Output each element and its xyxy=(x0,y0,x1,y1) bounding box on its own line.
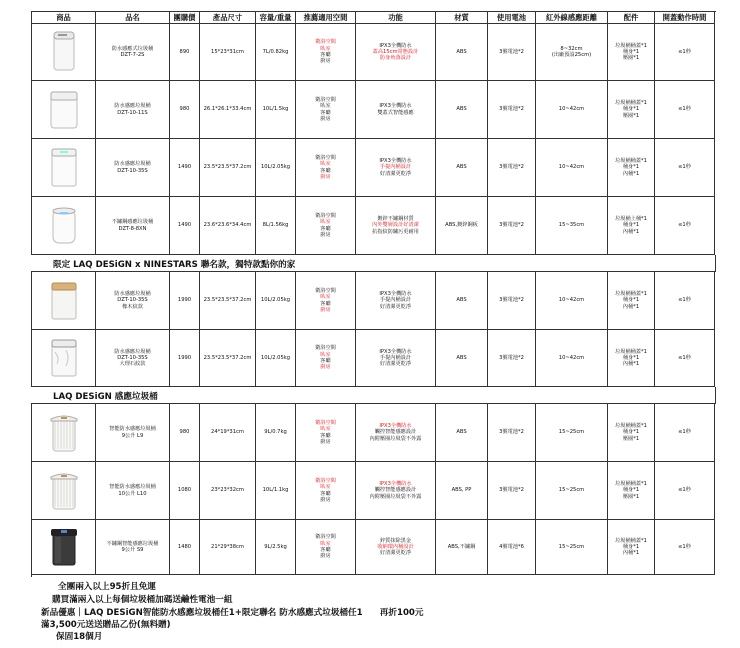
feature-list xyxy=(376,103,414,116)
row-2-sensor-range-text: 10~42cm xyxy=(558,106,585,113)
row-3-price-text: 1490 xyxy=(177,164,192,171)
row-9-size-text: 21*29*38cm xyxy=(211,543,244,550)
header-space: 推薦適用空間 xyxy=(296,12,356,24)
feature-item: 手提內桶設計 xyxy=(379,297,412,304)
space-item: 臥室 xyxy=(320,540,331,547)
product-image-steel-black-bin xyxy=(42,521,86,573)
row-1-material xyxy=(436,24,488,81)
row-4-function xyxy=(356,197,436,255)
feature-item: 內外雙層設計好清潔 xyxy=(372,222,419,229)
row-8-price-text: 1080 xyxy=(177,487,192,494)
row-6-space xyxy=(296,330,356,387)
row-7-price-text: 980 xyxy=(179,429,190,436)
row-7-accessories-text: 垃圾桶桶蓋*1 桶身*1 壓圈*1 xyxy=(615,423,647,442)
row-8-accessories xyxy=(608,462,655,520)
row-6-capacity-text: 10L/2.05kg xyxy=(260,354,291,361)
feature-item: 鍍鋅不鏽鋼材質 xyxy=(377,216,414,223)
row-9-open-time xyxy=(655,520,715,575)
row-1-price-text: 890 xyxy=(179,48,190,55)
feature-list xyxy=(378,291,412,310)
laq-section-title: LAQ DESiGN 感應垃圾桶 xyxy=(53,392,158,402)
feature-list xyxy=(378,158,412,177)
row-2-product-image xyxy=(32,81,96,139)
row-6-name-text: 防水感應垃圾桶 DZT-10-35S 大理石紋款 xyxy=(114,348,151,368)
product-image-white-square-bin xyxy=(42,84,86,136)
header-name: 品名 xyxy=(96,12,170,24)
header-function: 功能 xyxy=(356,12,436,24)
feature-item: IPX3全機防水 xyxy=(379,348,412,355)
space-list xyxy=(314,420,337,445)
row-7-capacity xyxy=(256,404,296,462)
row-2-accessories xyxy=(608,81,655,139)
row-3-material-text: ABS xyxy=(456,164,467,171)
row-8-size-text: 23*23*32cm xyxy=(211,487,244,494)
row-2-name xyxy=(96,81,170,139)
row-4-sensor-range xyxy=(536,197,608,255)
space-item: 衛浴空間 xyxy=(315,96,336,103)
space-item: 臥室 xyxy=(320,45,331,52)
row-2-size xyxy=(200,81,256,139)
space-item: 臥室 xyxy=(320,161,331,168)
row-7-sensor-range-text: 15~25cm xyxy=(558,429,585,436)
space-item: 客廳 xyxy=(320,300,331,307)
feature-item: 好清潔更乾淨 xyxy=(379,303,412,310)
row-8-product-image xyxy=(32,462,96,520)
row-2-open-time xyxy=(655,81,715,139)
row-3-price xyxy=(170,139,200,197)
feature-item: 內附壓圈垃圾袋不外露 xyxy=(369,493,422,500)
row-4-price xyxy=(170,197,200,255)
row-8-sensor-range-text: 15~25cm xyxy=(558,487,585,494)
row-8-material-text: ABS, PP xyxy=(451,487,472,494)
space-item: 廚房 xyxy=(320,173,331,180)
row-6-price xyxy=(170,330,200,387)
row-9-price-text: 1480 xyxy=(177,543,192,550)
feature-item: 觸控智能感應設計 xyxy=(374,487,417,494)
space-item: 衛浴空間 xyxy=(315,345,336,352)
row-3-size-text: 23.5*23.5*37.2cm xyxy=(203,164,252,171)
laq-section-row xyxy=(31,387,716,404)
feature-item: 抗指紋防鏽污更耐用 xyxy=(372,228,419,235)
space-list xyxy=(314,213,337,238)
row-5-product-image xyxy=(32,272,96,330)
row-6-product-image xyxy=(32,330,96,387)
space-item: 客廳 xyxy=(320,225,331,232)
row-4-battery xyxy=(488,197,536,255)
row-1-function xyxy=(356,24,436,81)
row-1-capacity-text: 7L/0.82kg xyxy=(262,48,289,55)
product-image-ribbed-bin-large xyxy=(42,465,86,517)
space-item: 廚房 xyxy=(320,496,331,503)
row-2-function xyxy=(356,81,436,139)
row-5-battery-text: 3號電池*2 xyxy=(499,297,524,304)
space-item: 廚房 xyxy=(320,553,331,560)
feature-item: 手提內桶設計 xyxy=(379,354,412,361)
row-4-material xyxy=(436,197,488,255)
header-size: 產品尺寸 xyxy=(200,12,256,24)
row-9-open-time-text: ≤1秒 xyxy=(678,543,691,550)
row-3-name-text: 防水感應垃圾桶 DZT-10-35S xyxy=(114,161,151,174)
row-5-accessories xyxy=(608,272,655,330)
row-8-function xyxy=(356,462,436,520)
row-3-capacity-text: 10L/2.05kg xyxy=(260,164,291,171)
row-1-battery xyxy=(488,24,536,81)
row-7-product-image xyxy=(32,404,96,462)
header-battery: 使用電池 xyxy=(488,12,536,24)
row-4-sensor-range-text: 15~35cm xyxy=(558,222,585,229)
space-item: 廚房 xyxy=(320,306,331,313)
row-9-material-text: ABS,不鏽鋼 xyxy=(447,543,476,550)
row-1-accessories xyxy=(608,24,655,81)
space-item: 客廳 xyxy=(320,167,331,174)
row-1-name-text: 防水感應式垃圾桶 DZT-7-2S xyxy=(111,45,154,58)
row-5-space xyxy=(296,272,356,330)
row-9-price xyxy=(170,520,200,575)
row-1-size xyxy=(200,24,256,81)
row-4-capacity-text: 8L/1.56kg xyxy=(262,222,289,229)
header-material: 材質 xyxy=(436,12,488,24)
row-7-capacity-text: 9L/0.7kg xyxy=(264,429,287,436)
space-list xyxy=(314,288,337,313)
row-8-material xyxy=(436,462,488,520)
row-6-sensor-range xyxy=(536,330,608,387)
product-image-oak-lid-bin xyxy=(42,275,86,327)
row-1-name xyxy=(96,24,170,81)
row-7-function xyxy=(356,404,436,462)
row-5-capacity-text: 10L/2.05kg xyxy=(260,297,291,304)
footer-note-3: 新品優惠｜LAQ DESiGN智能防水感應垃圾桶任1+限定聯名 防水感應式垃圾桶任1 再折100元 xyxy=(41,608,424,618)
row-6-size xyxy=(200,330,256,387)
row-5-name-text: 防水感應垃圾桶 DZT-10-35S 橡木紋款 xyxy=(114,291,151,310)
row-2-space xyxy=(296,81,356,139)
row-4-name-text: 不鏽鋼感應垃圾桶 DZT-8-8XN xyxy=(111,219,154,232)
space-item: 衛浴空間 xyxy=(315,419,336,426)
row-9-function xyxy=(356,520,436,575)
row-4-space xyxy=(296,197,356,255)
space-item: 臥室 xyxy=(320,219,331,226)
space-item: 客廳 xyxy=(320,109,331,116)
row-6-battery-text: 3號電池*2 xyxy=(499,354,524,361)
row-6-open-time-text: ≤1秒 xyxy=(678,354,691,361)
row-4-product-image xyxy=(32,197,96,255)
row-6-accessories xyxy=(608,330,655,387)
product-image-ribbed-bin-small xyxy=(42,407,86,459)
collab-section-row xyxy=(31,255,716,272)
row-1-price xyxy=(170,24,200,81)
feature-item: 好清潔更乾淨 xyxy=(379,550,412,557)
row-9-capacity xyxy=(256,520,296,575)
row-4-price-text: 1490 xyxy=(177,222,192,229)
row-3-battery-text: 3號電池*2 xyxy=(499,164,524,171)
space-list xyxy=(314,39,337,64)
row-2-size-text: 26.1*26.1*33.4cm xyxy=(203,106,252,113)
space-item: 客廳 xyxy=(320,358,331,364)
space-list xyxy=(314,534,337,559)
footer-note-4: 滿3,500元送送贈品乙份(無料贈) xyxy=(41,620,171,630)
row-6-price-text: 1990 xyxy=(177,354,192,361)
row-1-accessories-text: 垃圾桶桶蓋*1 桶身*1 壓圈*1 xyxy=(615,42,647,62)
row-2-accessories-text: 垃圾桶桶蓋*1 桶身*1 壓圈*1 xyxy=(615,100,647,119)
space-item: 客廳 xyxy=(320,547,331,553)
collab-section-title: 限定 LAQ DESiGN x NINESTARS 聯名款，獨特款點你的家 xyxy=(53,260,296,270)
row-4-open-time-text: ≤1秒 xyxy=(678,222,691,229)
row-1-sensor-range xyxy=(536,24,608,81)
row-4-name xyxy=(96,197,170,255)
row-5-open-time-text: ≤1秒 xyxy=(678,297,691,304)
space-item: 衛浴空間 xyxy=(315,212,336,219)
row-4-size xyxy=(200,197,256,255)
row-3-sensor-range xyxy=(536,139,608,197)
row-5-material xyxy=(436,272,488,330)
row-8-open-time-text: ≤1秒 xyxy=(678,487,691,494)
feature-item: 收納環內桶設計 xyxy=(377,543,414,550)
feature-item: 內附壓圈垃圾袋不外露 xyxy=(369,435,422,442)
space-item: 衛浴空間 xyxy=(315,154,336,161)
row-9-name-text: 不鏽鋼智能感應垃圾桶 9公升 S9 xyxy=(106,540,159,553)
feature-item: IPX3全機防水 xyxy=(379,423,412,430)
space-item: 臥室 xyxy=(320,103,331,110)
space-list xyxy=(314,345,337,370)
row-7-price xyxy=(170,404,200,462)
row-2-price-text: 980 xyxy=(179,106,190,113)
row-6-open-time xyxy=(655,330,715,387)
feature-list xyxy=(378,349,412,368)
row-7-accessories xyxy=(608,404,655,462)
row-3-open-time xyxy=(655,139,715,197)
row-3-battery xyxy=(488,139,536,197)
row-5-material-text: ABS xyxy=(456,297,467,304)
row-7-size xyxy=(200,404,256,462)
row-1-battery-text: 3號電池*2 xyxy=(499,48,524,55)
row-1-size-text: 15*23*31cm xyxy=(211,48,244,55)
row-7-material xyxy=(436,404,488,462)
feature-list xyxy=(372,43,420,62)
row-8-space xyxy=(296,462,356,520)
row-7-name-text: 智能防水感應垃圾桶 9公升 L9 xyxy=(109,426,156,439)
feature-item: 手提內桶設計 xyxy=(379,164,412,171)
row-3-open-time-text: ≤1秒 xyxy=(678,164,691,171)
row-2-capacity xyxy=(256,81,296,139)
row-3-product-image xyxy=(32,139,96,197)
row-3-name xyxy=(96,139,170,197)
row-9-size xyxy=(200,520,256,575)
row-9-product-image xyxy=(32,520,96,575)
row-7-battery xyxy=(488,404,536,462)
row-5-capacity xyxy=(256,272,296,330)
feature-list xyxy=(376,538,414,557)
row-9-accessories-text: 垃圾桶桶蓋*1 桶身*1 內桶*1 xyxy=(615,537,647,557)
row-6-size-text: 23.5*23.5*37.2cm xyxy=(203,354,252,361)
row-1-material-text: ABS xyxy=(456,48,467,55)
row-4-material-text: ABS,鍍鋅鋼板 xyxy=(445,222,478,229)
row-7-battery-text: 3號電池*2 xyxy=(499,429,524,436)
space-item: 客廳 xyxy=(320,52,331,58)
row-2-capacity-text: 10L/1.5kg xyxy=(262,106,289,113)
row-6-battery xyxy=(488,330,536,387)
space-item: 客廳 xyxy=(320,432,331,439)
row-5-price-text: 1990 xyxy=(177,297,192,304)
header-capacity: 容量/重量 xyxy=(256,12,296,24)
row-1-capacity xyxy=(256,24,296,81)
row-9-material xyxy=(436,520,488,575)
space-item: 廚房 xyxy=(320,58,331,65)
feature-item: 好清潔更乾淨 xyxy=(379,361,412,368)
row-4-battery-text: 3號電池*2 xyxy=(499,222,524,229)
row-3-sensor-range-text: 10~42cm xyxy=(558,164,585,171)
row-2-battery xyxy=(488,81,536,139)
row-2-open-time-text: ≤1秒 xyxy=(678,106,691,113)
row-2-material-text: ABS xyxy=(456,106,467,113)
feature-item: 觸控智能感應設計 xyxy=(374,429,417,436)
row-3-accessories-text: 垃圾桶桶蓋*1 桶身*1 內桶*1 xyxy=(615,158,647,177)
row-8-capacity-text: 10L/1.1kg xyxy=(262,487,289,494)
row-6-material-text: ABS xyxy=(456,354,467,361)
row-7-size-text: 24*19*31cm xyxy=(211,429,244,436)
feature-item: IPX3全機防水 xyxy=(379,291,412,298)
space-item: 衛浴空間 xyxy=(315,477,336,484)
header-price: 團購價 xyxy=(170,12,200,24)
space-item: 廚房 xyxy=(320,115,331,122)
feature-item: IPX3全機防水 xyxy=(379,158,412,165)
footer-note-1: 全團兩入以上95折且免運 xyxy=(58,582,156,592)
feature-item: 防身角落設計 xyxy=(379,55,412,62)
row-6-sensor-range-text: 10~42cm xyxy=(558,354,585,361)
feature-item: IPX3全機防水 xyxy=(379,481,412,488)
row-5-open-time xyxy=(655,272,715,330)
row-8-size xyxy=(200,462,256,520)
row-1-space xyxy=(296,24,356,81)
space-item: 客廳 xyxy=(320,490,331,497)
row-7-material-text: ABS xyxy=(456,429,467,436)
row-2-name-text: 防水感應垃圾桶 DZT-10-11S xyxy=(114,103,151,116)
row-5-function xyxy=(356,272,436,330)
row-3-function xyxy=(356,139,436,197)
product-image-white-rect-bin xyxy=(42,142,86,194)
row-4-open-time xyxy=(655,197,715,255)
row-1-product-image xyxy=(32,24,96,81)
feature-item: IPX3全機防水 xyxy=(379,103,412,110)
row-5-accessories-text: 垃圾桶桶蓋*1 桶身*1 內桶*1 xyxy=(615,291,647,310)
row-3-capacity xyxy=(256,139,296,197)
row-5-price xyxy=(170,272,200,330)
row-7-name xyxy=(96,404,170,462)
row-8-open-time xyxy=(655,462,715,520)
row-9-sensor-range xyxy=(536,520,608,575)
row-4-accessories xyxy=(608,197,655,255)
feature-list xyxy=(369,481,423,500)
row-9-space xyxy=(296,520,356,575)
row-3-size xyxy=(200,139,256,197)
row-8-sensor-range xyxy=(536,462,608,520)
row-4-size-text: 23.6*23.6*34.4cm xyxy=(203,222,252,229)
row-6-name xyxy=(96,330,170,387)
row-5-sensor-range-text: 10~42cm xyxy=(558,297,585,304)
space-item: 衛浴空間 xyxy=(315,534,336,541)
space-item: 廚房 xyxy=(320,231,331,238)
space-item: 臥室 xyxy=(320,351,331,358)
space-item: 臥室 xyxy=(320,294,331,301)
row-3-material xyxy=(436,139,488,197)
row-8-accessories-text: 垃圾桶桶蓋*1 桶身*1 壓圈*1 xyxy=(615,481,647,500)
row-6-accessories-text: 垃圾桶桶蓋*1 桶身*1 內桶*1 xyxy=(615,348,647,368)
row-8-price xyxy=(170,462,200,520)
row-9-accessories xyxy=(608,520,655,575)
row-8-battery xyxy=(488,462,536,520)
row-6-material xyxy=(436,330,488,387)
row-3-accessories xyxy=(608,139,655,197)
row-6-function xyxy=(356,330,436,387)
row-5-name xyxy=(96,272,170,330)
row-9-battery xyxy=(488,520,536,575)
feature-item: 好清潔更乾淨 xyxy=(379,170,412,177)
row-4-capacity xyxy=(256,197,296,255)
feature-item: 鋅質抹除黑金 xyxy=(379,537,412,544)
row-1-open-time-text: ≤1秒 xyxy=(678,48,691,55)
row-9-battery-text: 4號電池*6 xyxy=(499,543,524,550)
row-9-capacity-text: 9L/2.5kg xyxy=(264,543,287,550)
row-5-sensor-range xyxy=(536,272,608,330)
row-2-sensor-range xyxy=(536,81,608,139)
product-image-white-round-bin xyxy=(42,200,86,252)
space-item: 臥室 xyxy=(320,484,331,491)
footer-note-2: 購買滿兩入以上每個垃圾桶加碼送鹼性電池一組 xyxy=(52,595,233,605)
footer-note-5: 保固18個月 xyxy=(56,632,103,642)
row-8-battery-text: 3號電池*2 xyxy=(499,487,524,494)
row-8-capacity xyxy=(256,462,296,520)
row-4-accessories-text: 垃圾桶上桶*1 桶身*1 內桶*1 xyxy=(615,216,647,235)
row-8-name-text: 智能防水感應垃圾桶 10公升 L10 xyxy=(109,484,156,497)
row-2-battery-text: 3號電池*2 xyxy=(499,106,524,113)
row-3-space xyxy=(296,139,356,197)
header-accessories: 配件 xyxy=(608,12,655,24)
row-5-size-text: 23.5*23.5*37.2cm xyxy=(203,297,252,304)
header-product-image: 商品 xyxy=(32,12,96,24)
space-item: 衛浴空間 xyxy=(315,287,336,294)
row-7-open-time-text: ≤1秒 xyxy=(678,429,691,436)
row-7-space xyxy=(296,404,356,462)
space-list xyxy=(314,97,337,122)
row-5-size xyxy=(200,272,256,330)
row-1-sensor-range-text: 8~32cm (出廠預設25cm) xyxy=(551,45,592,58)
row-1-open-time xyxy=(655,24,715,81)
space-list xyxy=(314,478,337,503)
space-item: 衛浴空間 xyxy=(315,39,336,46)
header-open-time: 開蓋動作時間 xyxy=(655,12,715,24)
space-list xyxy=(314,155,337,180)
feature-item: IPX3全機防水 xyxy=(379,42,412,49)
row-2-material xyxy=(436,81,488,139)
product-image-marble-bin xyxy=(42,332,86,384)
space-item: 廚房 xyxy=(320,438,331,445)
row-9-sensor-range-text: 15~25cm xyxy=(558,543,585,550)
space-item: 廚房 xyxy=(320,364,331,371)
feature-item: 雙蓋式智能感應 xyxy=(377,109,414,116)
product-image-white-compact-bin xyxy=(42,26,86,78)
row-6-capacity xyxy=(256,330,296,387)
row-2-price xyxy=(170,81,200,139)
row-9-name xyxy=(96,520,170,575)
row-5-battery xyxy=(488,272,536,330)
feature-item: 蓋高15cm常態設計 xyxy=(372,48,419,55)
header-sensor-range: 紅外線感應距離 xyxy=(536,12,608,24)
row-7-sensor-range xyxy=(536,404,608,462)
row-7-open-time xyxy=(655,404,715,462)
space-item: 臥室 xyxy=(320,426,331,433)
feature-list xyxy=(369,423,423,442)
feature-list xyxy=(371,216,420,235)
row-8-name xyxy=(96,462,170,520)
